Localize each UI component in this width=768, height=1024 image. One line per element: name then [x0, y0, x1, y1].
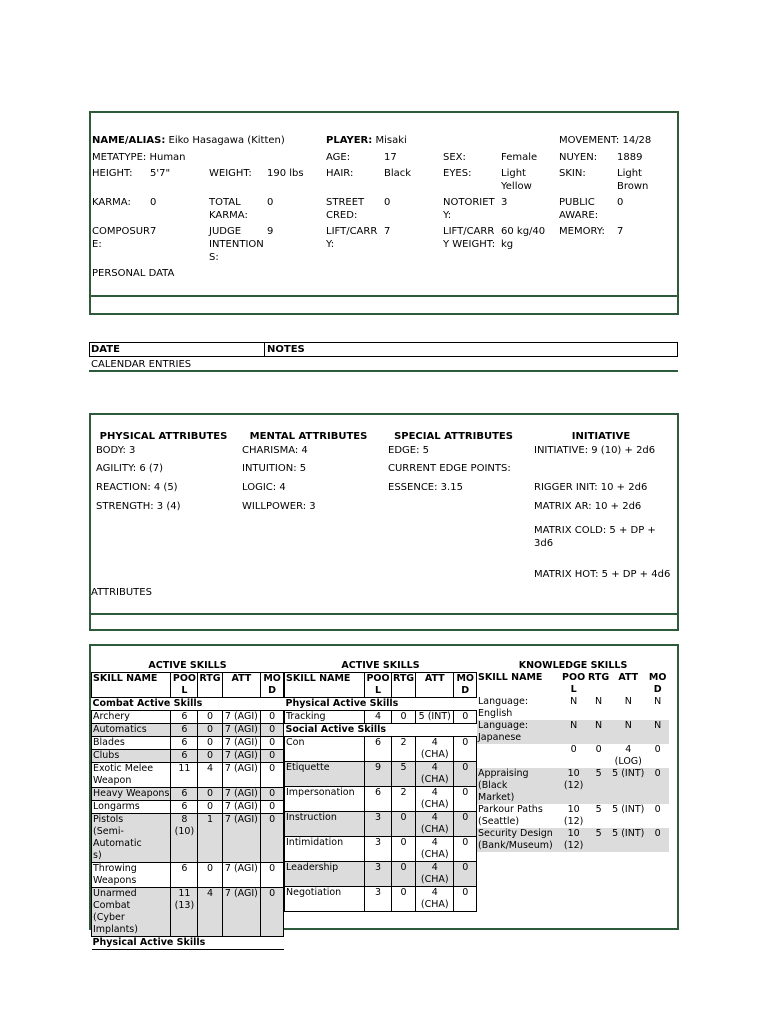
lift-carry-value: 7 [384, 226, 391, 237]
col-mod: MO D [648, 672, 667, 695]
skill-pool: 11 (13) [171, 888, 198, 937]
skill-pool: 6 [171, 863, 198, 888]
init-initiative: INITIATIVE: 9 (10) + 2d6 [534, 445, 656, 456]
skill-mod: 0 [261, 750, 284, 763]
skill-name: Exotic Melee Weapon [92, 763, 171, 788]
skill-rtg: 0 [198, 724, 222, 737]
skill-pool: N [570, 696, 578, 707]
skill-rtg: 0 [391, 812, 415, 837]
skill-name: Security Design (Bank/Museum) [477, 828, 560, 852]
skill-att: 7 (AGI) [222, 814, 261, 863]
section-title: Physical Active Skills [285, 698, 477, 711]
section-title: Social Active Skills [285, 724, 477, 737]
hair-label: HAIR: [326, 168, 354, 179]
table-row [285, 711, 477, 724]
col-rtg: RTG [588, 672, 610, 683]
combat-skills-table [91, 660, 284, 950]
skill-name: Clubs [92, 750, 171, 763]
skill-att: 4 (CHA) [416, 862, 454, 887]
table-row [92, 763, 284, 788]
table-row [477, 768, 669, 804]
attr-willpower: WILLPOWER: 3 [242, 501, 316, 512]
skill-mod: 0 [454, 762, 477, 787]
attr-agility: AGILITY: 6 (7) [96, 463, 164, 474]
mental-attributes-header: MENTAL ATTRIBUTES [249, 431, 368, 442]
memory-label: MEMORY: [559, 226, 605, 237]
skill-att: 7 (AGI) [222, 750, 261, 763]
skill-mod: 0 [646, 768, 669, 804]
karma-label: KARMA: [92, 197, 131, 208]
skill-att: 5 (INT) [416, 711, 454, 724]
table-row [92, 711, 284, 724]
skill-pool: 11 [171, 763, 198, 788]
memory-value: 7 [617, 226, 624, 237]
skill-mod: 0 [261, 737, 284, 750]
composure-label: COMPOSUR E: [92, 226, 150, 250]
attr-body: BODY: 3 [96, 445, 136, 456]
table-title-row [477, 660, 669, 672]
skill-mod: 0 [261, 814, 284, 863]
hair-value: Black [384, 168, 412, 179]
col-mod: MO D [454, 673, 477, 698]
skill-name: Longarms [92, 801, 171, 814]
skill-att: 4 (CHA) [416, 737, 454, 762]
skill-att: 7 (AGI) [222, 888, 261, 937]
init-matrix-cold: MATRIX COLD: 5 + DP + 3d6 [534, 525, 656, 549]
skill-rtg: 4 [198, 888, 222, 937]
table-row [92, 737, 284, 750]
name-value: Eiko Hasagawa (Kitten) [168, 135, 285, 146]
table-row [92, 788, 284, 801]
skill-mod: 0 [454, 812, 477, 837]
attr-strength: STRENGTH: 3 (4) [96, 501, 181, 512]
calendar-header-divider [264, 342, 265, 357]
skill-name: Appraising (Black Market) [477, 768, 560, 804]
table-row [477, 804, 669, 828]
skill-rtg: 1 [198, 814, 222, 863]
skill-pool: 6 [171, 750, 198, 763]
section-row [92, 698, 284, 711]
table-row [92, 814, 284, 863]
skill-name: Language: Japanese [477, 720, 560, 744]
attributes-divider [90, 613, 678, 615]
table-row [285, 812, 477, 837]
skill-att: 5 (INT) [612, 804, 645, 815]
total-karma-value: 0 [267, 197, 274, 208]
skill-mod: N [654, 696, 662, 707]
skill-mod: 0 [261, 801, 284, 814]
init-rigger: RIGGER INIT: 10 + 2d6 [534, 482, 648, 493]
street-cred-label: STREET CRED: [326, 197, 365, 221]
skin-label: SKIN: [559, 168, 586, 179]
movement-field: MOVEMENT: 14/28 [559, 135, 652, 146]
calendar-date-header: DATE [91, 344, 120, 355]
initiative-header: INITIATIVE [571, 431, 631, 442]
table-row [477, 720, 669, 744]
col-mod: MO D [261, 673, 284, 698]
name-alias-label [92, 134, 285, 147]
height-value: 5'7" [150, 168, 171, 179]
skill-mod: 0 [654, 804, 661, 815]
skill-name: Tracking [285, 711, 365, 724]
skill-att: 7 (AGI) [222, 863, 261, 888]
attributes-section-label: ATTRIBUTES [91, 587, 152, 598]
skill-pool: N [560, 720, 587, 744]
skill-mod: 0 [654, 744, 661, 755]
skill-mod: 0 [261, 724, 284, 737]
skill-mod: 0 [261, 788, 284, 801]
special-attributes-header: SPECIAL ATTRIBUTES [394, 431, 513, 442]
skill-att: 7 (AGI) [222, 711, 261, 724]
physical-attributes-header: PHYSICAL ATTRIBUTES [99, 431, 228, 442]
col-att: ATT [222, 673, 261, 698]
skill-mod: 0 [454, 837, 477, 862]
attr-essence: ESSENCE: 3.15 [388, 482, 463, 493]
attr-logic: LOGIC: 4 [242, 482, 286, 493]
public-aware-label: PUBLIC AWARE: [559, 197, 599, 221]
street-cred-value: 0 [384, 197, 391, 208]
skill-att: 4 (CHA) [416, 812, 454, 837]
init-matrix-ar: MATRIX AR: 10 + 2d6 [534, 501, 642, 512]
skill-att: 7 (AGI) [222, 724, 261, 737]
skill-pool: 6 [171, 711, 198, 724]
skill-name: Blades [92, 737, 171, 750]
skill-pool: 0 [570, 744, 577, 755]
skill-pool: 4 [365, 711, 392, 724]
nuyen-value: 1889 [617, 152, 643, 163]
skill-pool: 10 (12) [560, 828, 587, 852]
skill-pool: 6 [171, 724, 198, 737]
skill-mod: 0 [261, 888, 284, 937]
col-att: ATT [416, 673, 454, 698]
skill-att: 7 (AGI) [222, 763, 261, 788]
col-pool: POO L [562, 672, 586, 695]
skill-name: Unarmed Combat (Cyber Implants) [92, 888, 171, 937]
column-header-row [285, 673, 477, 698]
skill-mod: 0 [646, 828, 669, 852]
weight-label: WEIGHT: [209, 168, 252, 179]
skill-pool: 3 [365, 837, 392, 862]
skill-mod: 0 [454, 862, 477, 887]
table-row [285, 787, 477, 812]
skill-att: N [610, 720, 646, 744]
col-skill-name: SKILL NAME [92, 673, 171, 698]
table-title-row [92, 660, 284, 673]
table-row [477, 828, 669, 852]
skill-rtg: 0 [391, 862, 415, 887]
skill-name: Pistols (Semi-Automatic s) [92, 814, 171, 863]
skill-name: Impersonation [285, 787, 365, 812]
skill-rtg: N [587, 720, 610, 744]
table-row [285, 887, 477, 912]
name-label: NAME/ALIAS: [92, 135, 166, 146]
skill-att: 7 (AGI) [222, 801, 261, 814]
skill-mod: 0 [261, 763, 284, 788]
age-label: AGE: [326, 152, 351, 163]
skill-pool: 6 [171, 788, 198, 801]
skill-pool: 3 [365, 862, 392, 887]
col-rtg: RTG [391, 673, 415, 698]
table-row [285, 737, 477, 762]
skill-mod: 0 [454, 787, 477, 812]
section-row [285, 698, 477, 711]
notoriety-value: 3 [501, 197, 508, 208]
attr-charisma: CHARISMA: 4 [242, 445, 308, 456]
skill-rtg: 5 [595, 804, 602, 815]
skill-rtg: 0 [391, 837, 415, 862]
attr-edge: EDGE: 5 [388, 445, 429, 456]
public-aware-value: 0 [617, 197, 624, 208]
skill-rtg: 5 [587, 768, 610, 804]
player-label: PLAYER: [326, 135, 373, 146]
col-skill-name: SKILL NAME [285, 673, 365, 698]
skill-rtg: 0 [391, 711, 415, 724]
skill-rtg: 0 [198, 801, 222, 814]
section-title: Physical Active Skills [92, 937, 284, 950]
skill-name [477, 744, 560, 768]
skill-rtg: 0 [198, 750, 222, 763]
col-pool: POO L [172, 673, 196, 696]
calendar-header-row [89, 342, 678, 357]
skill-rtg: N [595, 696, 603, 707]
table-title: ACTIVE SKILLS [341, 660, 420, 671]
skill-att: 7 (AGI) [222, 788, 261, 801]
skill-att: 4 (CHA) [416, 787, 454, 812]
skill-pool: 10 (12) [560, 768, 587, 804]
skill-rtg: 2 [391, 787, 415, 812]
column-header-row [92, 673, 284, 698]
col-pool: POO L [366, 673, 390, 696]
section-row [285, 724, 477, 737]
skill-pool: 6 [365, 737, 392, 762]
skill-mod: 0 [454, 711, 477, 724]
skill-att: 5 (INT) [610, 768, 646, 804]
skill-pool: 6 [171, 737, 198, 750]
skill-att: 4 (LOG) [614, 744, 642, 767]
skin-value: Light Brown [617, 168, 649, 192]
skill-att: N [624, 696, 632, 707]
skill-rtg: 0 [198, 863, 222, 888]
skill-att: 4 (CHA) [416, 837, 454, 862]
social-skills-table [284, 660, 477, 912]
skill-att: 4 (CHA) [416, 762, 454, 787]
skill-rtg: 0 [198, 788, 222, 801]
skill-rtg: 2 [391, 737, 415, 762]
skill-name: Automatics [92, 724, 171, 737]
column-header-row [477, 672, 669, 696]
table-row [92, 724, 284, 737]
section-title: Combat Active Skills [92, 698, 284, 711]
judge-label: JUDGE INTENTION S: [209, 226, 264, 263]
skill-mod: 0 [454, 737, 477, 762]
lift-carry-label: LIFT/CARR Y: [326, 226, 378, 250]
attr-reaction: REACTION: 4 (5) [96, 482, 178, 493]
skill-pool: 6 [171, 801, 198, 814]
skill-name: Throwing Weapons [92, 863, 171, 888]
judge-value: 9 [267, 226, 274, 237]
skill-pool: 6 [365, 787, 392, 812]
calendar-bottom-line [89, 370, 678, 372]
table-title-row [285, 660, 477, 673]
lift-weight-label: LIFT/CARR Y WEIGHT: [443, 226, 496, 250]
skill-name: Language: English [478, 696, 529, 719]
lift-weight-value: 60 kg/40 kg [501, 226, 546, 250]
age-value: 17 [384, 152, 397, 163]
skill-rtg: 5 [391, 762, 415, 787]
skill-name: Con [285, 737, 365, 762]
player-field [326, 134, 407, 147]
skill-pool: 9 [365, 762, 392, 787]
skill-name: Leadership [285, 862, 365, 887]
skill-rtg: 0 [391, 887, 415, 912]
skill-mod: 0 [261, 863, 284, 888]
personal-divider [90, 295, 678, 297]
skill-pool: 8 (10) [171, 814, 198, 863]
skill-name: Heavy Weapons [93, 788, 170, 799]
notoriety-label: NOTORIET Y: [443, 197, 495, 221]
karma-value: 0 [150, 197, 157, 208]
attr-intuition: INTUITION: 5 [242, 463, 307, 474]
col-rtg: RTG [198, 673, 222, 698]
table-title: ACTIVE SKILLS [148, 660, 227, 671]
skill-name: Parkour Paths (Seattle) [478, 804, 543, 827]
skill-name: Archery [92, 711, 171, 724]
player-value: Misaki [375, 135, 407, 146]
table-title: KNOWLEDGE SKILLS [518, 660, 628, 671]
col-att: ATT [618, 672, 639, 683]
skill-mod: N [646, 720, 669, 744]
skill-mod: 0 [454, 887, 477, 912]
skill-pool: 3 [365, 887, 392, 912]
composure-value: 7 [150, 226, 157, 237]
personal-data-section-label: PERSONAL DATA [92, 268, 175, 279]
attr-current-edge: CURRENT EDGE POINTS: [388, 463, 511, 474]
skill-rtg: 4 [198, 763, 222, 788]
eyes-value: Light Yellow [501, 168, 532, 192]
init-matrix-hot: MATRIX HOT: 5 + DP + 4d6 [534, 569, 671, 580]
skill-name: Intimidation [285, 837, 365, 862]
skill-rtg: 0 [595, 744, 602, 755]
section-row [92, 937, 284, 950]
table-row [92, 750, 284, 763]
height-label: HEIGHT: [92, 168, 133, 179]
sex-label: SEX: [443, 152, 466, 163]
table-row [477, 696, 669, 720]
skill-mod: 0 [261, 711, 284, 724]
weight-value: 190 lbs [267, 168, 304, 179]
skill-att: 7 (AGI) [222, 737, 261, 750]
calendar-notes-header: NOTES [267, 344, 305, 355]
knowledge-skills-table [477, 660, 669, 852]
eyes-label: EYES: [443, 168, 472, 179]
col-skill-name: SKILL NAME [478, 672, 543, 683]
table-row [92, 863, 284, 888]
calendar-section-label: CALENDAR ENTRIES [91, 359, 192, 370]
table-row [92, 801, 284, 814]
nuyen-label: NUYEN: [559, 152, 598, 163]
sex-value: Female [501, 152, 538, 163]
table-row [285, 762, 477, 787]
total-karma-label: TOTAL KARMA: [209, 197, 248, 221]
skill-pool: 10 (12) [563, 804, 584, 827]
metatype-field: METATYPE: Human [92, 152, 186, 163]
table-row [477, 744, 669, 768]
table-row [92, 888, 284, 937]
table-row [285, 837, 477, 862]
skill-rtg: 0 [198, 737, 222, 750]
skill-rtg: 5 [587, 828, 610, 852]
skill-rtg: 0 [198, 711, 222, 724]
skill-name: Etiquette [285, 762, 365, 787]
skill-att: 5 (INT) [610, 828, 646, 852]
skill-att: 4 (CHA) [416, 887, 454, 912]
skill-pool: 3 [365, 812, 392, 837]
table-row [285, 862, 477, 887]
skill-name: Instruction [285, 812, 365, 837]
skill-name: Negotiation [285, 887, 365, 912]
